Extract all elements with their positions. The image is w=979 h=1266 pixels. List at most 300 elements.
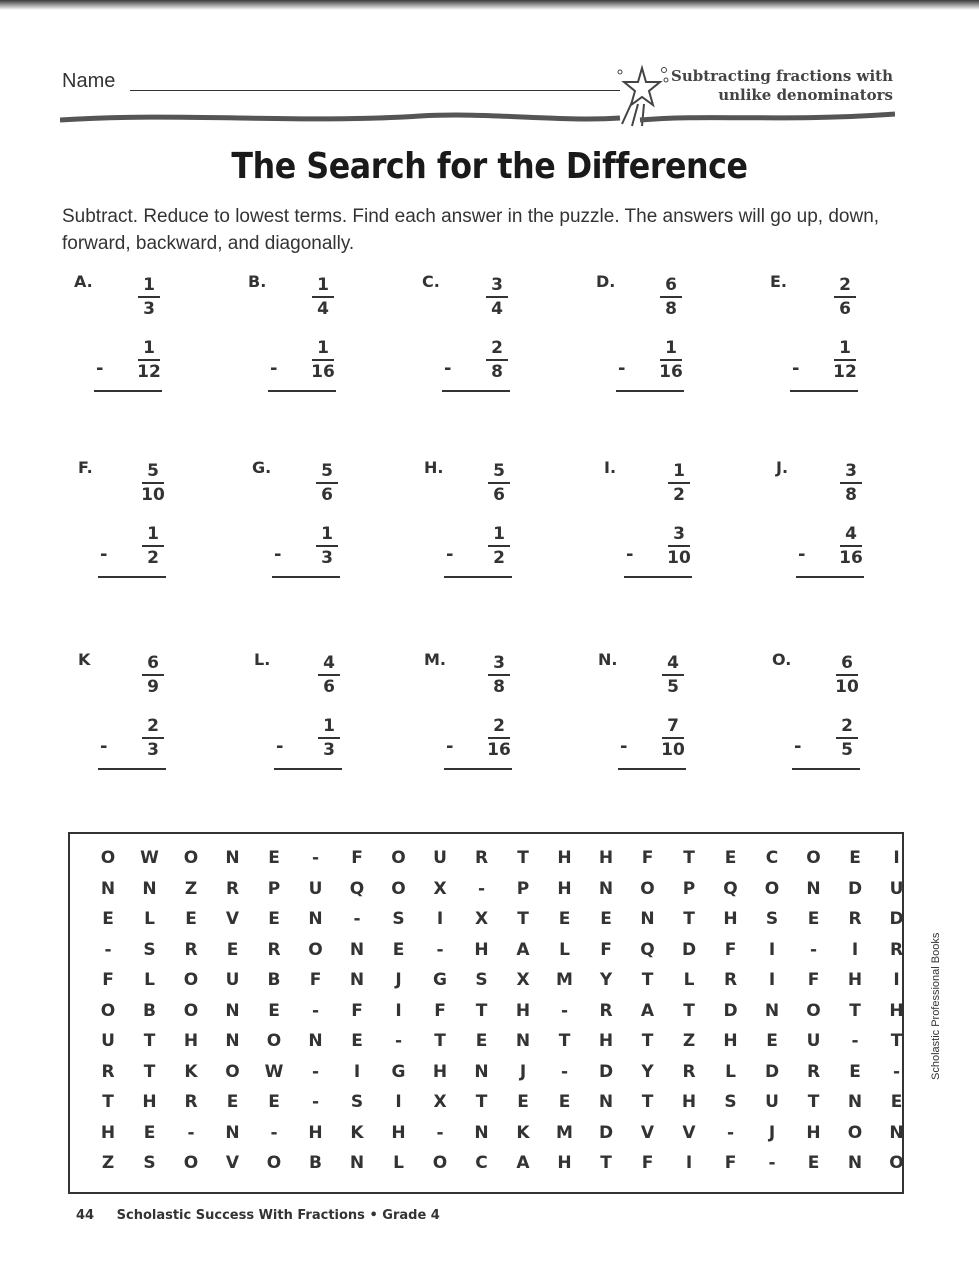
puzzle-letter: D: [764, 1061, 780, 1082]
answer-line: [444, 576, 512, 578]
minus-sign: -: [446, 736, 454, 757]
puzzle-letter: J: [395, 970, 402, 990]
puzzle-letter: N: [308, 909, 323, 929]
puzzle-letter: Z: [101, 1153, 115, 1173]
subtrahend-fraction: 2 3: [133, 716, 173, 760]
puzzle-letter: V: [640, 1122, 655, 1143]
answer-line: [618, 768, 686, 770]
puzzle-letter: N: [764, 1000, 780, 1021]
puzzle-letter: J: [519, 1061, 527, 1082]
puzzle-letter: O: [640, 878, 655, 899]
puzzle-letter: V: [225, 909, 240, 929]
minus-sign: -: [446, 544, 454, 565]
puzzle-letter: N: [308, 1031, 323, 1051]
problem-a: [74, 272, 234, 412]
problem-letter: N.: [598, 650, 618, 669]
puzzle-letter: -: [311, 1092, 320, 1112]
page-top-edge: [0, 0, 979, 10]
puzzle-letter: -: [560, 1061, 569, 1082]
problem-d: [596, 272, 756, 412]
puzzle-letter: E: [268, 1000, 280, 1021]
puzzle-letter: O: [100, 1000, 116, 1021]
problem-letter: O.: [772, 650, 792, 669]
puzzle-letter: S: [350, 1092, 364, 1112]
minuend-fraction: 5 6: [307, 461, 347, 505]
subtrahend-fraction: 2 8: [477, 338, 517, 382]
puzzle-letter: E: [807, 1153, 820, 1173]
puzzle-letter: O: [806, 848, 821, 868]
minuend-fraction: 3 8: [831, 461, 871, 505]
puzzle-letter: H: [723, 909, 738, 929]
puzzle-letter: E: [849, 848, 861, 868]
answer-line: [274, 768, 342, 770]
puzzle-letter: N: [225, 1122, 240, 1143]
puzzle-letter: -: [726, 1122, 735, 1143]
minus-sign: -: [798, 544, 806, 565]
puzzle-row: [70, 848, 906, 878]
minus-sign: -: [100, 544, 108, 565]
subtrahend-fraction: 1 2: [479, 524, 519, 568]
minus-sign: -: [276, 736, 284, 757]
puzzle-letter: E: [849, 1061, 861, 1082]
minuend-fraction: 3 4: [477, 275, 517, 319]
puzzle-letter: N: [889, 1122, 904, 1143]
puzzle-letter: O: [183, 1000, 199, 1021]
puzzle-letter: T: [683, 848, 695, 868]
puzzle-letter: H: [598, 848, 614, 868]
puzzle-letter: E: [517, 1092, 529, 1112]
problem-e: [770, 272, 930, 412]
problem-letter: A.: [74, 272, 93, 291]
puzzle-letter: H: [557, 1153, 572, 1173]
puzzle-letter: H: [723, 1031, 738, 1051]
puzzle-letter: O: [183, 1153, 199, 1173]
puzzle-letter: T: [475, 1092, 488, 1112]
puzzle-letter: H: [806, 1122, 821, 1143]
minuend-fraction: 2 6: [825, 275, 865, 319]
puzzle-letter: N: [598, 1092, 614, 1112]
puzzle-letter: -: [851, 1031, 859, 1051]
puzzle-letter: I: [353, 1061, 361, 1082]
puzzle-letter: -: [809, 939, 818, 960]
puzzle-letter: O: [764, 878, 780, 899]
puzzle-letter: T: [558, 1031, 571, 1051]
subtrahend-fraction: 2 16: [487, 716, 511, 760]
problem-letter: L.: [254, 650, 271, 669]
puzzle-row: [70, 1001, 906, 1031]
puzzle-letter: -: [436, 1122, 444, 1143]
puzzle-letter: O: [889, 1153, 904, 1173]
puzzle-letter: H: [142, 1092, 157, 1112]
puzzle-letter: L: [144, 909, 155, 929]
puzzle-letter: R: [474, 848, 489, 868]
subtrahend-fraction: 1 12: [833, 338, 857, 382]
puzzle-letter: H: [391, 1122, 406, 1143]
subtrahend-fraction: 1 3: [309, 716, 349, 760]
puzzle-letter: F: [641, 848, 654, 868]
problem-n: [598, 650, 758, 790]
puzzle-letter: F: [434, 1000, 446, 1021]
puzzle-letter: T: [641, 1092, 654, 1112]
puzzle-letter: D: [598, 1061, 614, 1082]
puzzle-letter: T: [683, 1000, 695, 1021]
minuend-fraction: 6 9: [133, 653, 173, 697]
puzzle-letter: N: [806, 878, 821, 899]
puzzle-letter: H: [598, 1031, 614, 1051]
puzzle-letter: B: [267, 970, 281, 990]
minus-sign: -: [626, 544, 634, 565]
puzzle-letter: Y: [599, 970, 613, 990]
problem-letter: D.: [596, 272, 616, 291]
puzzle-letter: O: [100, 848, 116, 868]
problem-j: [776, 458, 936, 598]
problem-l: [254, 650, 414, 790]
puzzle-letter: Z: [184, 878, 198, 899]
puzzle-row: [70, 1062, 906, 1092]
puzzle-letter: R: [889, 939, 904, 960]
puzzle-letter: E: [268, 909, 280, 929]
subtrahend-fraction: 2 5: [827, 716, 867, 760]
puzzle-row: [70, 1153, 906, 1183]
puzzle-letter: Z: [682, 1031, 696, 1051]
puzzle-letter: I: [851, 939, 859, 960]
subtrahend-fraction: 4 16: [839, 524, 863, 568]
name-line: [130, 90, 620, 91]
answer-line: [442, 390, 510, 392]
puzzle-letter: S: [765, 909, 779, 929]
puzzle-letter: U: [101, 1031, 115, 1051]
puzzle-letter: A: [516, 939, 530, 960]
puzzle-letter: T: [683, 909, 695, 929]
puzzle-letter: N: [847, 1153, 863, 1173]
puzzle-letter: N: [515, 1031, 531, 1051]
puzzle-letter: F: [724, 939, 737, 960]
header-swoosh: [60, 108, 895, 128]
puzzle-letter: E: [226, 939, 239, 960]
puzzle-letter: B: [309, 1153, 322, 1173]
puzzle-letter: -: [394, 1031, 403, 1051]
minuend-fraction: 1 2: [659, 461, 699, 505]
puzzle-letter: K: [350, 1122, 364, 1143]
puzzle-letter: T: [143, 1061, 156, 1082]
puzzle-letter: N: [349, 970, 365, 990]
puzzle-row: [70, 1123, 906, 1153]
puzzle-letter: T: [807, 1092, 820, 1112]
book-title: Scholastic Success With Fractions • Grade 4: [116, 1208, 440, 1223]
puzzle-letter: I: [395, 1092, 402, 1112]
publisher-side-text: Scholastic Professional Books: [930, 932, 942, 1080]
puzzle-letter: L: [144, 970, 155, 990]
puzzle-letter: N: [640, 909, 655, 929]
answer-line: [98, 576, 166, 578]
problem-letter: M.: [424, 650, 446, 669]
puzzle-letter: X: [433, 878, 447, 899]
puzzle-letter: H: [183, 1031, 199, 1051]
puzzle-letter: Q: [723, 878, 738, 899]
puzzle-letter: -: [436, 939, 444, 960]
puzzle-letter: N: [349, 939, 365, 960]
puzzle-letter: D: [723, 1000, 738, 1021]
puzzle-letter: E: [143, 1122, 156, 1143]
answer-line: [624, 576, 692, 578]
puzzle-letter: X: [516, 970, 530, 990]
instructions: Subtract. Reduce to lowest terms. Find each answer in the puzzle. The answers will go up, down, forward, backward, and diagonally.: [62, 206, 880, 254]
problem-letter: E.: [770, 272, 788, 291]
problem-letter: H.: [424, 458, 444, 477]
puzzle-letter: F: [641, 1153, 654, 1173]
answer-line: [268, 390, 336, 392]
minus-sign: -: [96, 358, 104, 379]
puzzle-letter: E: [890, 1092, 903, 1112]
topic-line-1: Subtracting fractions with: [670, 67, 893, 85]
puzzle-letter: -: [187, 1122, 195, 1143]
minus-sign: -: [270, 358, 278, 379]
puzzle-letter: E: [807, 909, 820, 929]
problem-letter: F.: [78, 458, 93, 477]
puzzle-letter: U: [308, 878, 323, 899]
puzzle-letter: F: [351, 848, 363, 868]
problem-b: [248, 272, 408, 412]
puzzle-letter: E: [268, 1092, 280, 1112]
puzzle-letter: H: [100, 1122, 116, 1143]
puzzle-letter: E: [558, 1092, 571, 1112]
puzzle-letter: T: [890, 1031, 903, 1051]
puzzle-letter: C: [475, 1153, 488, 1173]
subtrahend-fraction: 3 10: [667, 524, 691, 568]
puzzle-letter: U: [225, 970, 240, 990]
puzzle-letter: V: [682, 1122, 696, 1143]
minuend-fraction: 3 8: [479, 653, 519, 697]
puzzle-letter: A: [516, 1153, 530, 1173]
puzzle-letter: N: [349, 1153, 365, 1173]
puzzle-letter: K: [184, 1061, 198, 1082]
puzzle-letter: Q: [640, 939, 655, 960]
puzzle-letter: O: [183, 848, 199, 868]
puzzle-letter: B: [143, 1000, 156, 1021]
subtrahend-fraction: 1 12: [137, 338, 161, 382]
problem-letter: G.: [252, 458, 272, 477]
puzzle-letter: -: [768, 1153, 776, 1173]
puzzle-letter: X: [474, 909, 489, 929]
puzzle-letter: E: [558, 909, 571, 929]
puzzle-letter: N: [474, 1061, 489, 1082]
puzzle-letter: L: [725, 1061, 736, 1082]
minus-sign: -: [620, 736, 628, 757]
puzzle-letter: T: [849, 1000, 861, 1021]
puzzle-letter: F: [102, 970, 114, 990]
puzzle-letter: R: [682, 1061, 696, 1082]
puzzle-letter: L: [683, 970, 695, 990]
puzzle-letter: D: [681, 939, 697, 960]
puzzle-letter: E: [351, 1031, 363, 1051]
minus-sign: -: [794, 736, 802, 757]
puzzle-letter: G: [391, 1061, 406, 1082]
puzzle-letter: I: [893, 848, 900, 868]
puzzle-letter: W: [140, 848, 159, 868]
puzzle-letter: W: [264, 1061, 284, 1082]
puzzle-letter: U: [765, 1092, 779, 1112]
minus-sign: -: [618, 358, 626, 379]
puzzle-letter: T: [143, 1031, 156, 1051]
answer-line: [790, 390, 858, 392]
puzzle-letter: F: [351, 1000, 363, 1021]
puzzle-letter: I: [436, 909, 444, 929]
puzzle-letter: V: [225, 1153, 240, 1173]
puzzle-letter: I: [893, 970, 900, 990]
puzzle-letter: I: [685, 1153, 693, 1173]
puzzle-letter: H: [474, 939, 489, 960]
problem-letter: C.: [422, 272, 440, 291]
puzzle-letter: U: [433, 848, 447, 868]
puzzle-letter: H: [308, 1122, 323, 1143]
page-number: 44: [76, 1208, 95, 1223]
puzzle-letter: R: [599, 1000, 613, 1021]
puzzle-letter: O: [391, 878, 406, 899]
minuend-fraction: 6 8: [651, 275, 691, 319]
minuend-fraction: 4 6: [309, 653, 349, 697]
problem-i: [604, 458, 764, 598]
page-title: The Search for the Difference: [231, 146, 748, 187]
puzzle-letter: P: [682, 878, 696, 899]
minuend-fraction: 1 4: [303, 275, 343, 319]
puzzle-letter: E: [226, 1092, 239, 1112]
answer-line: [796, 576, 864, 578]
minuend-fraction: 4 5: [653, 653, 693, 697]
puzzle-row: [70, 970, 906, 1000]
puzzle-letter: H: [557, 848, 572, 868]
subtrahend-fraction: 1 2: [133, 524, 173, 568]
puzzle-letter: T: [600, 1153, 612, 1173]
puzzle-letter: E: [268, 848, 280, 868]
problem-letter: J.: [776, 458, 789, 477]
puzzle-letter: P: [267, 878, 281, 899]
puzzle-letter: O: [391, 848, 406, 868]
puzzle-letter: R: [267, 939, 281, 960]
puzzle-letter: R: [184, 1092, 198, 1112]
problem-h: [424, 458, 584, 598]
puzzle-letter: T: [434, 1031, 446, 1051]
puzzle-letter: E: [185, 909, 197, 929]
minus-sign: -: [444, 358, 452, 379]
puzzle-letter: E: [392, 939, 405, 960]
puzzle-letter: D: [847, 878, 863, 899]
puzzle-letter: M: [556, 970, 573, 990]
puzzle-letter: E: [766, 1031, 778, 1051]
puzzle-letter: N: [225, 1031, 240, 1051]
puzzle-letter: J: [768, 1122, 776, 1143]
minuend-fraction: 5 6: [479, 461, 519, 505]
puzzle-letter: G: [433, 970, 447, 990]
puzzle-letter: H: [557, 878, 572, 899]
puzzle-letter: O: [847, 1122, 863, 1143]
problem-k: [78, 650, 238, 790]
puzzle-letter: -: [560, 1000, 569, 1021]
word-search-puzzle: [68, 832, 904, 1194]
puzzle-letter: X: [433, 1092, 447, 1112]
puzzle-letter: T: [641, 1031, 654, 1051]
puzzle-letter: -: [104, 939, 112, 960]
puzzle-letter: H: [889, 1000, 904, 1021]
puzzle-letter: T: [641, 970, 654, 990]
minuend-fraction: 5 10: [141, 461, 165, 505]
puzzle-letter: O: [225, 1061, 240, 1082]
puzzle-letter: R: [225, 878, 240, 899]
puzzle-letter: H: [432, 1061, 448, 1082]
puzzle-letter: M: [556, 1122, 573, 1143]
puzzle-letter: T: [517, 909, 529, 929]
puzzle-letter: F: [309, 970, 322, 990]
puzzle-letter: F: [807, 970, 820, 990]
puzzle-letter: L: [559, 939, 570, 960]
puzzle-letter: I: [395, 1000, 402, 1021]
answer-line: [272, 576, 340, 578]
minus-sign: -: [274, 544, 282, 565]
puzzle-letter: -: [270, 1122, 278, 1143]
puzzle-letter: K: [516, 1122, 530, 1143]
puzzle-letter: I: [768, 939, 776, 960]
minuend-fraction: 1 3: [129, 275, 169, 319]
puzzle-letter: A: [640, 1000, 655, 1021]
puzzle-letter: E: [102, 909, 114, 929]
answer-line: [616, 390, 684, 392]
puzzle-letter: N: [225, 1000, 240, 1021]
puzzle-letter: R: [101, 1061, 115, 1082]
puzzle-letter: N: [225, 848, 240, 868]
puzzle-letter: O: [266, 1153, 282, 1173]
problem-f: [78, 458, 238, 598]
puzzle-letter: N: [100, 878, 116, 899]
topic-line-2: unlike denominators: [718, 86, 893, 104]
answer-line: [444, 768, 512, 770]
puzzle-letter: -: [311, 848, 320, 868]
puzzle-letter: O: [806, 1000, 821, 1021]
puzzle-letter: T: [517, 848, 529, 868]
puzzle-letter: R: [806, 1061, 821, 1082]
puzzle-letter: -: [311, 1000, 320, 1021]
puzzle-letter: H: [515, 1000, 531, 1021]
puzzle-row: [70, 909, 906, 939]
puzzle-letter: N: [142, 878, 157, 899]
answer-line: [94, 390, 162, 392]
puzzle-letter: O: [308, 939, 323, 960]
problem-m: [424, 650, 584, 790]
answer-line: [98, 768, 166, 770]
puzzle-letter: T: [102, 1092, 114, 1112]
answer-line: [792, 768, 860, 770]
problem-o: [772, 650, 932, 790]
subtrahend-fraction: 1 3: [307, 524, 347, 568]
puzzle-letter: N: [598, 878, 614, 899]
puzzle-letter: N: [847, 1092, 863, 1112]
puzzle-letter: D: [889, 909, 904, 929]
problem-g: [252, 458, 412, 598]
puzzle-letter: C: [765, 848, 779, 868]
topic-heading: [671, 67, 893, 105]
puzzle-letter: O: [183, 970, 199, 990]
subtrahend-fraction: 1 16: [311, 338, 335, 382]
puzzle-letter: -: [892, 1061, 901, 1082]
puzzle-letter: L: [393, 1153, 404, 1173]
puzzle-letter: S: [143, 1153, 156, 1173]
puzzle-letter: S: [143, 939, 156, 960]
puzzle-letter: R: [723, 970, 738, 990]
subtrahend-fraction: 7 10: [661, 716, 685, 760]
puzzle-letter: -: [353, 909, 361, 929]
puzzle-letter: O: [432, 1153, 448, 1173]
page-footer: [76, 1208, 440, 1223]
puzzle-letter: -: [311, 1061, 320, 1082]
puzzle-letter: D: [598, 1122, 614, 1143]
